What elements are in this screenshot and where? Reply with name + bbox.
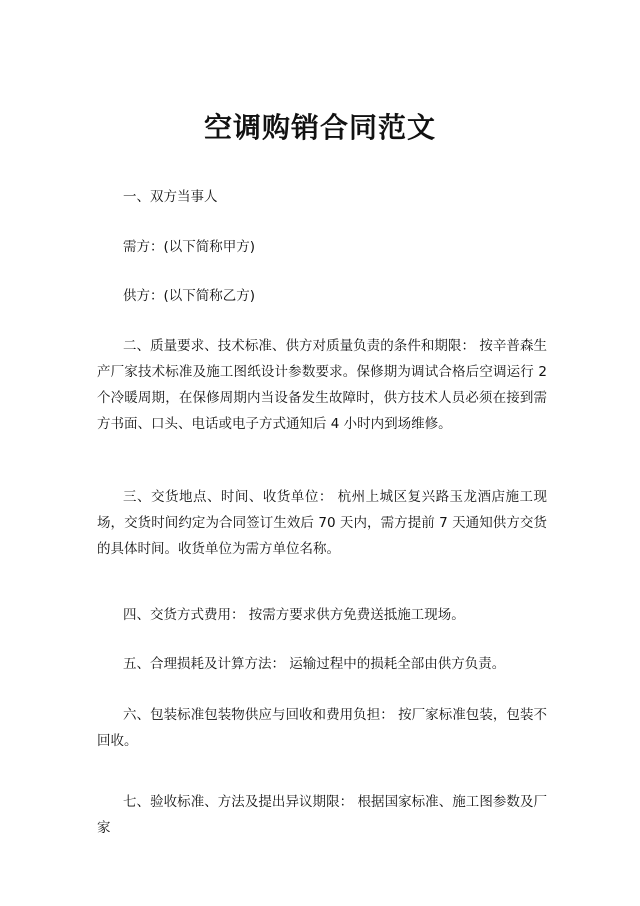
document-title: 空调购销合同范文 bbox=[203, 111, 436, 144]
section-acceptance: 七、验收标准、方法及提出异议期限： 根据国家标准、施工图参数及厂家 bbox=[97, 794, 547, 836]
section-delivery-cost: 四、交货方式费用： 按需方要求供方免费送抵施工现场。 bbox=[123, 607, 465, 623]
buyer-line: 需方：(以下简称甲方) bbox=[123, 239, 256, 255]
section-delivery-location: 三、交货地点、时间、收货单位： 杭州上城区复兴路玉龙酒店施工现场，交货时间约定为合同签订生效后 70 天内，需方提前 7 天通知供方交货的具体时间。收货单位为需方单位名称。 bbox=[97, 489, 547, 557]
section-loss-calculation: 五、合理损耗及计算方法： 运输过程中的损耗全部由供方负责。 bbox=[123, 656, 506, 672]
supplier-line: 供方：(以下简称乙方) bbox=[123, 288, 256, 304]
section-parties-heading: 一、双方当事人 bbox=[123, 189, 218, 205]
section-quality: 二、质量要求、技术标准、供方对质量负责的条件和期限： 按辛普森生产厂家技术标准及施工图纸设计参数要求。保修期为调试合格后空调运行 2 个冷暖周期，在保修周期内当设备发生故障时，供方技术人员必须在接到需方书面、口头、电话或电子方式通知后 4 小时内到场维修。 bbox=[97, 338, 547, 432]
section-packaging: 六、包装标准包装物供应与回收和费用负担： 按厂家标准包装，包装不回收。 bbox=[97, 707, 547, 749]
